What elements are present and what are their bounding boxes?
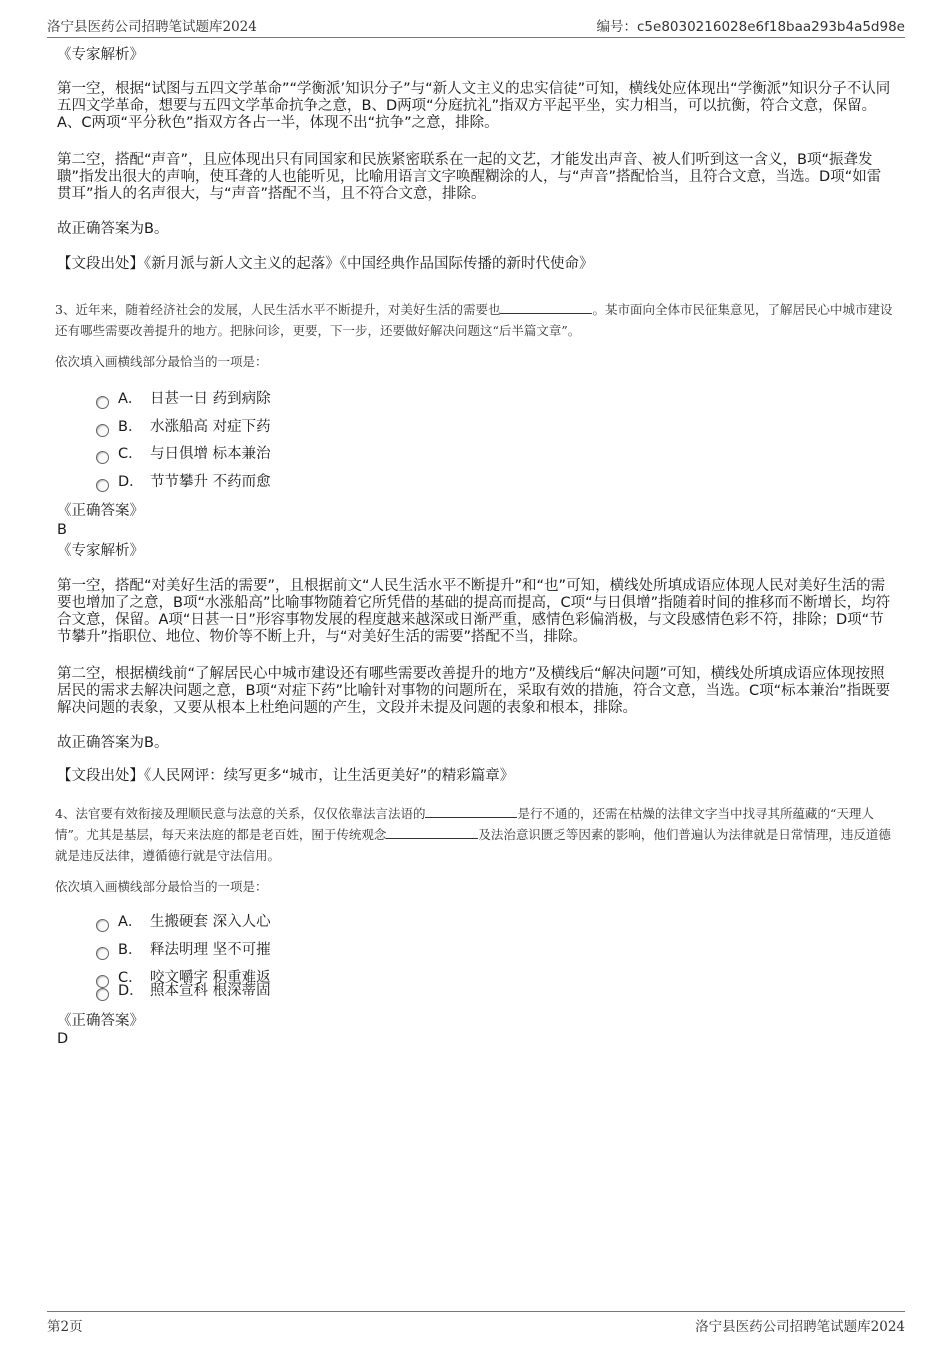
option-text: 生搬硬套 深入人心 [150,914,271,930]
q4-stem-part3: 及法治意识匮乏等因素的影响，他们普遍认为法律就是日常情理，违反道德就是违反法律，遵循德行就是守法信用。 [55,827,891,863]
q3-answer: B [57,522,67,538]
option-text: 日甚一日 药到病除 [150,391,271,407]
option-letter: D． [118,474,144,490]
q3-source: 【文段出处】《人民网评：续写更多“城市，让生活更美好”的精彩篇章》 [57,768,515,784]
radio-icon[interactable] [96,451,109,464]
radio-icon[interactable] [96,424,109,437]
q3-option-a[interactable] [96,389,271,409]
q3-analysis-title: 《专家解析》 [57,543,144,559]
q4-option-d[interactable] [96,981,271,1001]
q4-stem-part1: 4、法官要有效衔接及理顺民意与法意的关系，仅仅依靠法言法语的 [55,806,426,821]
radio-icon[interactable] [96,919,109,932]
q4-answer-title: 《正确答案》 [57,1013,144,1029]
footer-page-number: 第2页 [47,1319,83,1335]
q4-blank-2 [386,826,478,839]
q2-conclusion: 故正确答案为B。 [57,221,169,237]
q4-stem [55,803,895,866]
page-header [47,13,905,38]
option-letter: B． [118,419,143,435]
q3-option-b[interactable] [96,417,271,437]
q3-analysis-p1: 第一空，搭配“对美好生活的需要”，且根据前文“人民生活水平不断提升”和“也”可知，横线处所填成语应体现人民对美好生活的需要也增加了之意，B项“水涨船高”比喻事物随着它所凭借的基础的提高而提高，C项“与日俱增”指随着时间的推移而不断增长，均符合文意，保留。A项“日甚一日”形容事物发展的程度越来越深或日渐严重，感情色彩偏消极，与文段感情色彩不符，排除；D项“节节攀升”指职位、地位、物价等不断上升，与“对美好生活的需要”搭配不当，排除。 [57,578,891,645]
q3-blank-1 [500,301,592,314]
option-text: 节节攀升 不药而愈 [150,474,271,490]
radio-icon[interactable] [96,396,109,409]
option-letter: A． [118,914,143,930]
q3-prompt: 依次填入画横线部分最恰当的一项是： [55,354,268,369]
option-text: 照本宣科 根深蒂固 [150,983,271,999]
option-letter: D． [118,983,144,999]
option-letter: C． [118,446,143,462]
option-letter: A． [118,391,143,407]
q3-analysis-p2: 第二空，根据横线前“了解居民心中城市建设还有哪些需要改善提升的地方”及横线后“解决问题”可知，横线处所填成语应体现按照居民的需求去解决问题之意，B项“对症下药”比喻针对事物的问题所在，采取有效的措施，符合文意，当选。C项“标本兼治”指既要解决问题的表象，又要从根本上杜绝问题的产生，文段并未提及问题的表象和根本，排除。 [57,666,891,716]
header-title: 洛宁县医药公司招聘笔试题库2024 [47,19,257,35]
q3-answer-title: 《正确答案》 [57,503,144,519]
option-text: 咬文嚼字 积重难返 [150,970,271,986]
q2-analysis-title: 《专家解析》 [57,47,144,63]
q4-blank-1 [425,805,517,818]
option-letter: C． [118,970,143,986]
q2-analysis-p2: 第二空，搭配“声音”，且应体现出只有同国家和民族紧密联系在一起的文艺，才能发出声音、被人们听到这一含义，B项“振聋发聩”指发出很大的声响，使耳聋的人也能听见，比喻用语言文字唤醒糊涂的人，与“声音”搭配恰当，且符合文意，当选。D项“如雷贯耳”指人的名声很大，与“声音”搭配不当，且不符合文意，排除。 [57,152,882,202]
option-text: 与日俱增 标本兼治 [150,446,271,462]
q2-analysis-p1: 第一空，根据“试图与五四文学革命”“学衡派’知识分子”与“新人文主义的忠实信徒”可知，横线处应体现出“学衡派”知识分子不认同五四文学革命，想要与五四文学革命抗争之意，B、D两项“分庭抗礼”指双方平起平坐，实力相当，可以抗衡，符合文意，保留。A、C两项“平分秋色”指双方各占一半，体现不出“抗争”之意，排除。 [57,81,891,131]
q4-option-b[interactable] [96,940,271,960]
radio-icon[interactable] [96,479,109,492]
page-footer [47,1311,905,1337]
q3-stem-part2: 。某市面向全体市民征集意见，了解居民心中城市建设还有哪些需要改善提升的地方。把脉问诊，更要，下一步，还要做好解决问题这“后半篇文章”。 [55,302,893,338]
q4-stem-part2: 是行不通的，还需在枯燥的法律文字当中找寻其所蕴藏的“天理人情”。尤其是基层，每天来法庭的都是老百姓，囿于传统观念 [55,806,874,842]
q3-stem [55,299,895,341]
header-id: 编号：c5e8030216028e6f18baa293b4a5d98e [596,19,905,35]
q3-option-d[interactable] [96,472,271,492]
q4-option-a[interactable] [96,912,271,932]
radio-icon[interactable] [96,947,109,960]
q3-conclusion: 故正确答案为B。 [57,735,169,751]
option-text: 释法明理 坚不可摧 [150,942,271,958]
q4-prompt: 依次填入画横线部分最恰当的一项是： [55,879,268,894]
q3-stem-part1: 3、近年来，随着经济社会的发展，人民生活水平不断提升，对美好生活的需要也 [55,302,501,317]
q4-answer: D [57,1031,69,1047]
radio-icon[interactable] [96,988,109,1001]
q3-option-c[interactable] [96,444,271,464]
option-letter: B． [118,942,143,958]
option-text: 水涨船高 对症下药 [150,419,271,435]
footer-title: 洛宁县医药公司招聘笔试题库2024 [695,1319,905,1335]
q2-source: 【文段出处】《新月派与新人文主义的起落》《中国经典作品国际传播的新时代使命》 [57,256,594,272]
